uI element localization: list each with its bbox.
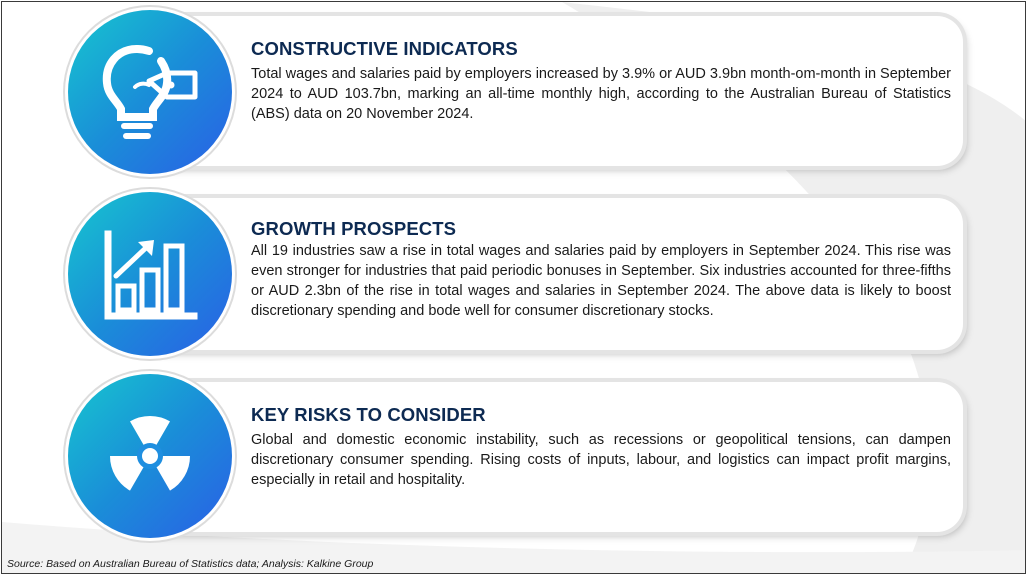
radiation-icon — [100, 406, 200, 506]
section-body: Global and domestic economic instability, such as recessions or geopolitical tensions, can dampen discretionary consumer spending. Rising costs of inputs, labour, and logistics can impact profit margins, especially in retail and hospitality. — [251, 432, 951, 488]
section-body: Total wages and salaries paid by employers increased by 3.9% or AUD 3.9bn month-om-month in September 2024 to AUD 103.7bn, marking an all-time monthly high, according to the Australian Bureau of Statistics (ABS) data on 20 November 2024. — [251, 66, 951, 122]
section-title: KEY RISKS TO CONSIDER — [251, 404, 486, 425]
section-card-risks — [137, 382, 963, 532]
infographic-frame — [1, 1, 1026, 574]
lightbulb-icon — [95, 37, 205, 147]
section-title: CONSTRUCTIVE INDICATORS — [251, 38, 518, 59]
section-card-growth — [137, 198, 963, 350]
growth-chart-icon — [100, 224, 200, 324]
icon-circle-constructive — [68, 10, 232, 174]
section-body: All 19 industries saw a rise in total wages and salaries paid by employers in September 2024. This rise was even stronger for industries that paid periodic bonuses in September. Six industries accounted for three-fifths or AUD 2.3bn of the rise in total wages and salaries in September 2024. The above data is likely to boost discretionary spending and bode well for consumer discretionary stocks. — [251, 243, 951, 319]
source-note: Source: Based on Australian Bureau of Statistics data; Analysis: Kalkine Group — [7, 558, 374, 570]
section-title: GROWTH PROSPECTS — [251, 218, 457, 239]
icon-circle-growth — [68, 192, 232, 356]
icon-circle-risks — [68, 374, 232, 538]
section-card-constructive — [137, 16, 963, 166]
